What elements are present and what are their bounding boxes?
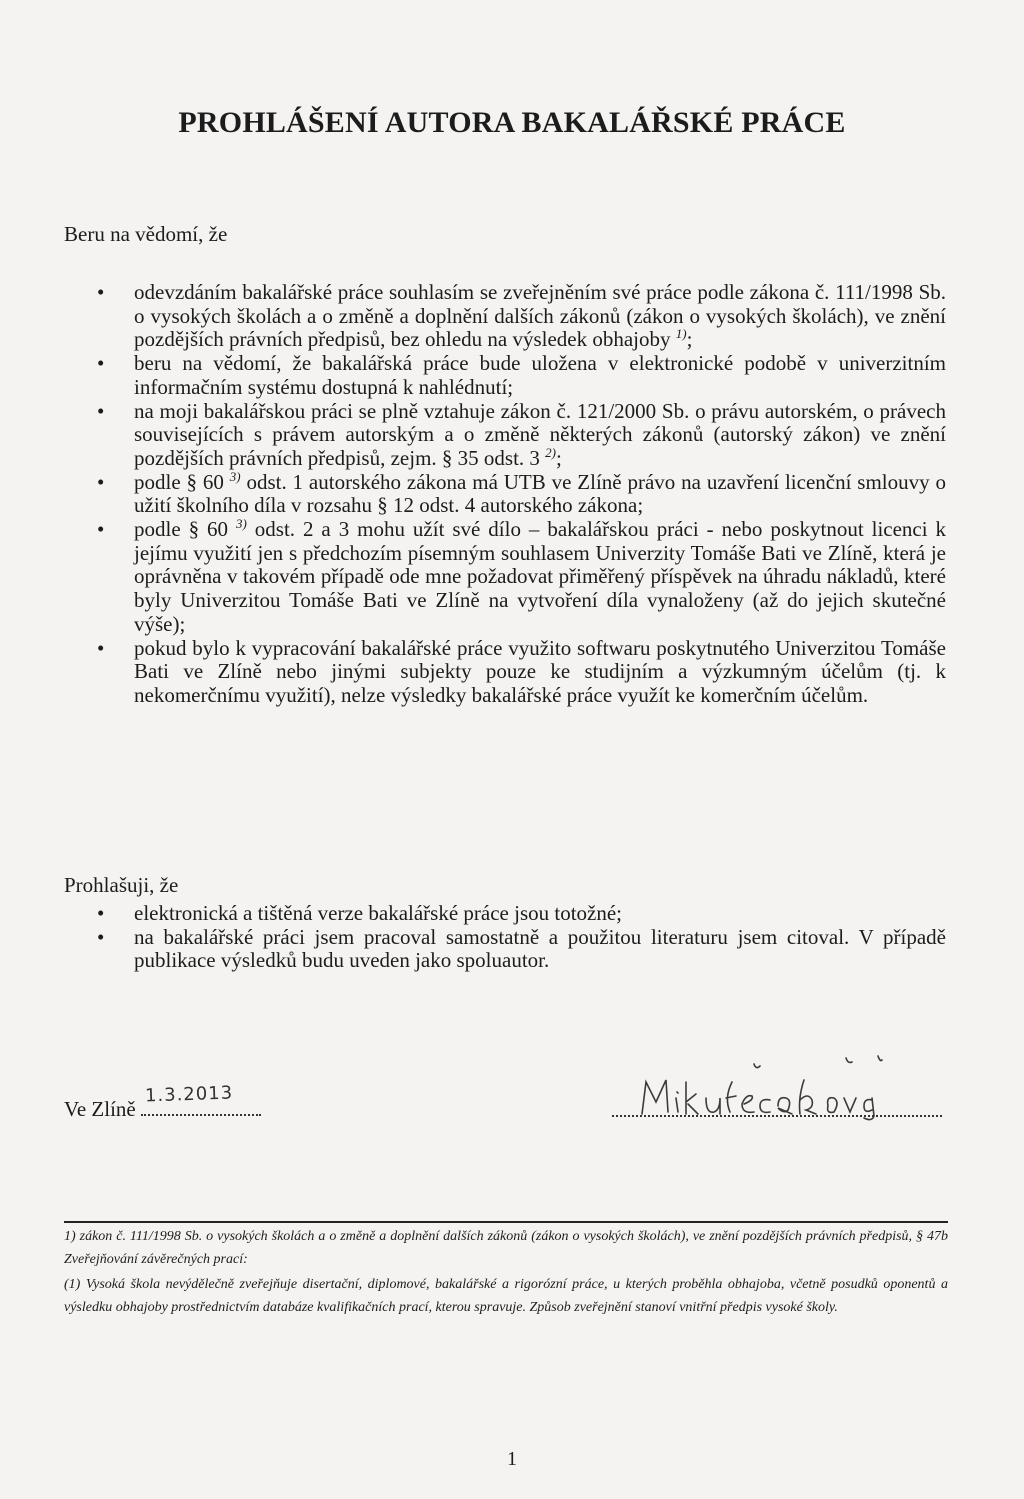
- footnote-ref: 3): [236, 516, 247, 532]
- handwritten-date: 1.3.2013: [144, 1082, 234, 1107]
- bullet-icon: •: [97, 635, 105, 660]
- list-item: [64, 902, 946, 926]
- section1-list: [64, 281, 946, 708]
- bullet-icon: •: [97, 280, 105, 304]
- list-item: [64, 352, 946, 399]
- footnote-ref: 3): [229, 468, 241, 484]
- list-item: [64, 637, 946, 708]
- list-item-text: pokud bylo k vypracování bakalářské práce využito softwaru poskytnutého Univerzitou Tomáše Bati ve Zlíně nebo jinými subjekty pouze ke studijním a výzkumným účelům (tj. k nekomerčnímu využití), nelze výsledky bakalářské práce využít ke komerčním účelům.: [134, 635, 946, 707]
- footnote-ref: 1): [675, 326, 687, 342]
- section2-list: [64, 902, 946, 973]
- footnote-line: 1) zákon č. 111/1998 Sb. o vysokých školách a o změně a doplnění dalších zákonů (zákon o vysokých školách), ve znění pozdějších právních předpisů, § 47b Zveřejňování závěrečných prací:: [64, 1229, 948, 1267]
- bullet-icon: •: [97, 469, 105, 494]
- section1-intro: Beru na vědomí, že: [64, 222, 228, 246]
- list-item: [64, 281, 946, 352]
- footnote-line: (1) Vysoká škola nevýdělečně zveřejňuje disertační, diplomové, bakalářské a rigorózní práce, u kterých proběhla obhajoba, včetně posudků oponentů a výsledku obhajoby prostřednictvím databáze kvalifikačních prací, kterou spravuje. Způsob zveřejnění stanoví vnitřní předpis vysoké školy.: [64, 1277, 948, 1315]
- page-number: 1: [507, 1448, 517, 1470]
- list-item-tail: ;: [556, 445, 562, 470]
- bullet-icon: •: [97, 924, 105, 949]
- list-item: [64, 926, 946, 973]
- bullet-icon: •: [97, 398, 105, 423]
- place-label: Ve Zlíně: [64, 1097, 136, 1121]
- footnote-ref: 2): [545, 444, 557, 460]
- list-item: [64, 518, 946, 637]
- footnote-divider: [64, 1221, 948, 1223]
- page-title: PROHLÁŠENÍ AUTORA BAKALÁŘSKÉ PRÁCE: [178, 106, 846, 139]
- list-item-prefix: podle § 60: [134, 469, 224, 494]
- list-item-text: odevzdáním bakalářské práce souhlasím se zveřejněním své práce podle zákona č. 111/1998 Sb. o vysokých školách a o změně a doplnění dalších zákonů (zákon o vysokých školách), ve znění pozdějších právních předpisů, bez ohledu na výsledek obhajoby: [134, 280, 946, 352]
- list-item: [64, 468, 946, 518]
- place-date: [64, 1082, 261, 1122]
- bullet-icon: •: [97, 517, 105, 542]
- list-item-text: odst. 1 autorského zákona má UTB ve Zlíně právo na uzavření licenční smlouvy o užití školního díla v rozsahu § 12 odst. 4 autorského zákona;: [134, 469, 946, 518]
- signature-line: [612, 1115, 942, 1117]
- list-item-text: na bakalářské práci jsem pracoval samostatně a použitou literaturu jsem citoval. V případě publikace výsledků budu uveden jako spoluautor.: [134, 924, 946, 973]
- list-item-text: elektronická a tištěná verze bakalářské práce jsou totožné;: [134, 901, 623, 925]
- date-line: [141, 1082, 261, 1116]
- list-item-prefix: podle § 60: [134, 517, 229, 542]
- list-item: [64, 400, 946, 471]
- list-item-text: odst. 2 a 3 mohu užít své dílo – bakalářskou práci - nebo poskytnout licenci k jejímu využití jen s předchozím písemným souhlasem Univerzity Tomáše Bati ve Zlíně, která je oprávněna v takovém případě ode mne požadovat přiměřený příspěvek na úhradu nákladů, které byly Univerzitou Tomáše Bati ve Zlíně na vytvoření díla vynaloženy (až do jejich skutečné výše);: [134, 517, 947, 636]
- list-item-tail: ;: [686, 327, 693, 352]
- bullet-icon: •: [97, 901, 105, 925]
- signature-image: [636, 1052, 936, 1122]
- section2-intro: Prohlašuji, že: [64, 873, 179, 897]
- bullet-icon: •: [97, 351, 105, 376]
- list-item-text: beru na vědomí, že bakalářská práce bude uložena v elektronické podobě v univerzitním informačním systému dostupná k nahlédnutí;: [134, 351, 946, 399]
- footnote: [64, 1225, 948, 1319]
- list-item-text: na moji bakalářskou práci se plně vztahuje zákon č. 121/2000 Sb. o právu autorském, o právech souvisejících s právem autorským a o změně některých zákonů (autorský zákon) ve znění pozdějších právních předpisů, zejm. § 35 odst. 3: [134, 398, 946, 470]
